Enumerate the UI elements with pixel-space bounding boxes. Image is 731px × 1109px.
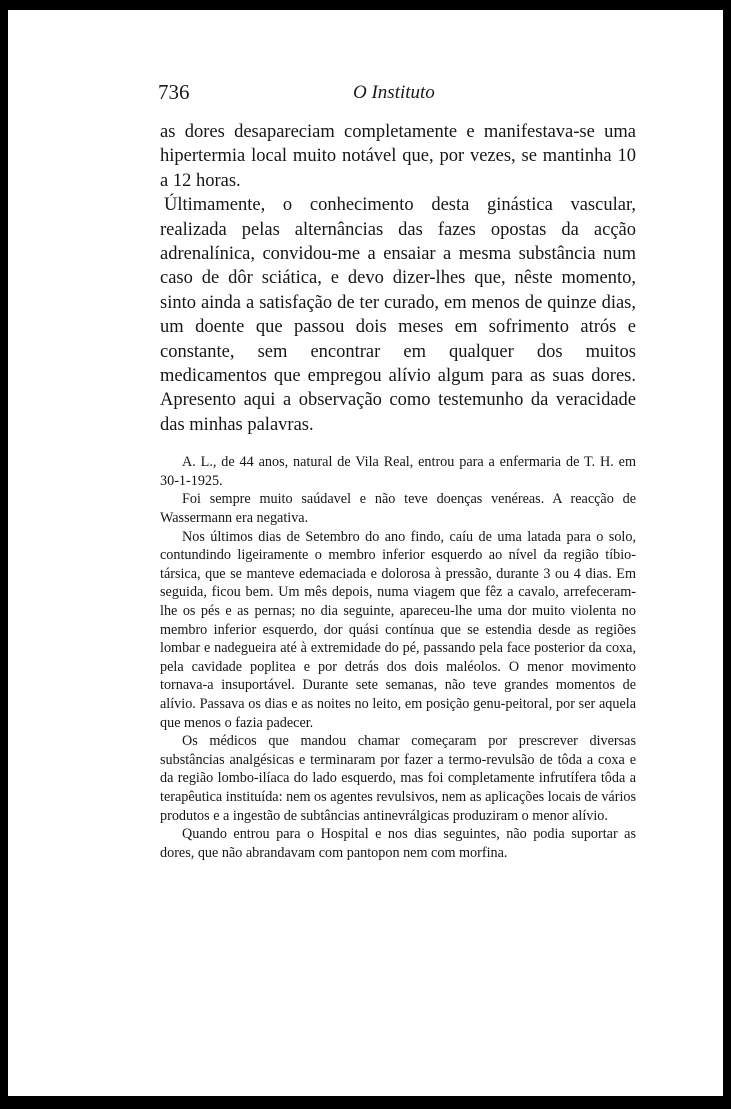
observation-paragraph: Foi sempre muito saúdavel e não teve doenças venéreas. A reacção de Wassermann era negativa. bbox=[160, 491, 636, 527]
page-body bbox=[160, 120, 636, 862]
body-paragraph: Últimamente, o conhecimento desta ginástica vascular, realizada pelas alternâncias das fazes opostas da acção adrenalínica, convidou-me a ensaiar a mesma substância num caso de dôr sciática, e devo dizer-lhes que, nêste momento, sinto ainda a satisfação de ter curado, em menos de quinze dias, um doente que passou dois meses em sofrimento atrós e constante, sem encontrar em qualquer dos muitos medicamentos que empregou alívio algum para as suas dores. Apresento aqui a observação como testemunho da veracidade das minhas palavras. bbox=[160, 195, 636, 435]
clinical-observation bbox=[160, 453, 636, 862]
body-paragraph: as dores desapareciam completamente e manifestava-se uma hipertermia local muito notável que, por vezes, se mantinha 10 a 12 horas. bbox=[160, 122, 636, 191]
page-number: 736 bbox=[158, 80, 190, 104]
observation-paragraph: A. L., de 44 anos, natural de Vila Real, entrou para a enfermaria de T. H. em 30-1-1925. bbox=[160, 454, 636, 489]
book-page bbox=[8, 10, 723, 1096]
observation-paragraph: Quando entrou para o Hospital e nos dias seguintes, não podia suportar as dores, que não abrandavam com pantopon nem com morfina. bbox=[160, 826, 636, 861]
running-title: O Instituto bbox=[353, 82, 435, 103]
observation-paragraph: Os médicos que mandou chamar começaram por prescrever diversas substâncias analgésicas e terminaram por fazer a termo-revulsão de tôda a coxa e da região lombo-ilíaca do lado esquerdo, mas foi completamente infrutífera tôda a terapêutica instituída: nem os agentes revulsivos, nem as aplicações locais de vários produtos e a ingestão de subtâncias antinevrálgicas produziram o menor alívio. bbox=[160, 733, 636, 824]
observation-paragraph: Nos últimos dias de Setembro do ano findo, caíu de uma latada para o solo, contundindo ligeiramente o membro inferior esquerdo ao nível da região tíbio-társica, que se manteve edemaciada e dolorosa à pressão, durante 3 ou 4 dias. Em seguida, ficou bem. Um mês depois, numa viagem que fêz a cavalo, arrefeceram-lhe os pés e as pernas; no dia seguinte, apareceu-lhe uma dor muito violenta no membro inferior esquerdo, dor quási contínua que se estendia desde as regiões lombar e nadegueira até à extremidade do pé, passando pela face posterior da coxa, pela cavidade poplitea e por detrás dos dois maléolos. O menor movimento tornava-a insuportável. Durante sete semanas, não teve grandes momentos de alívio. Passava os dias e as noites no leito, em posição genu-peitoral, por ser aquela que menos o fazia padecer. bbox=[160, 528, 636, 731]
page-header bbox=[158, 78, 648, 110]
